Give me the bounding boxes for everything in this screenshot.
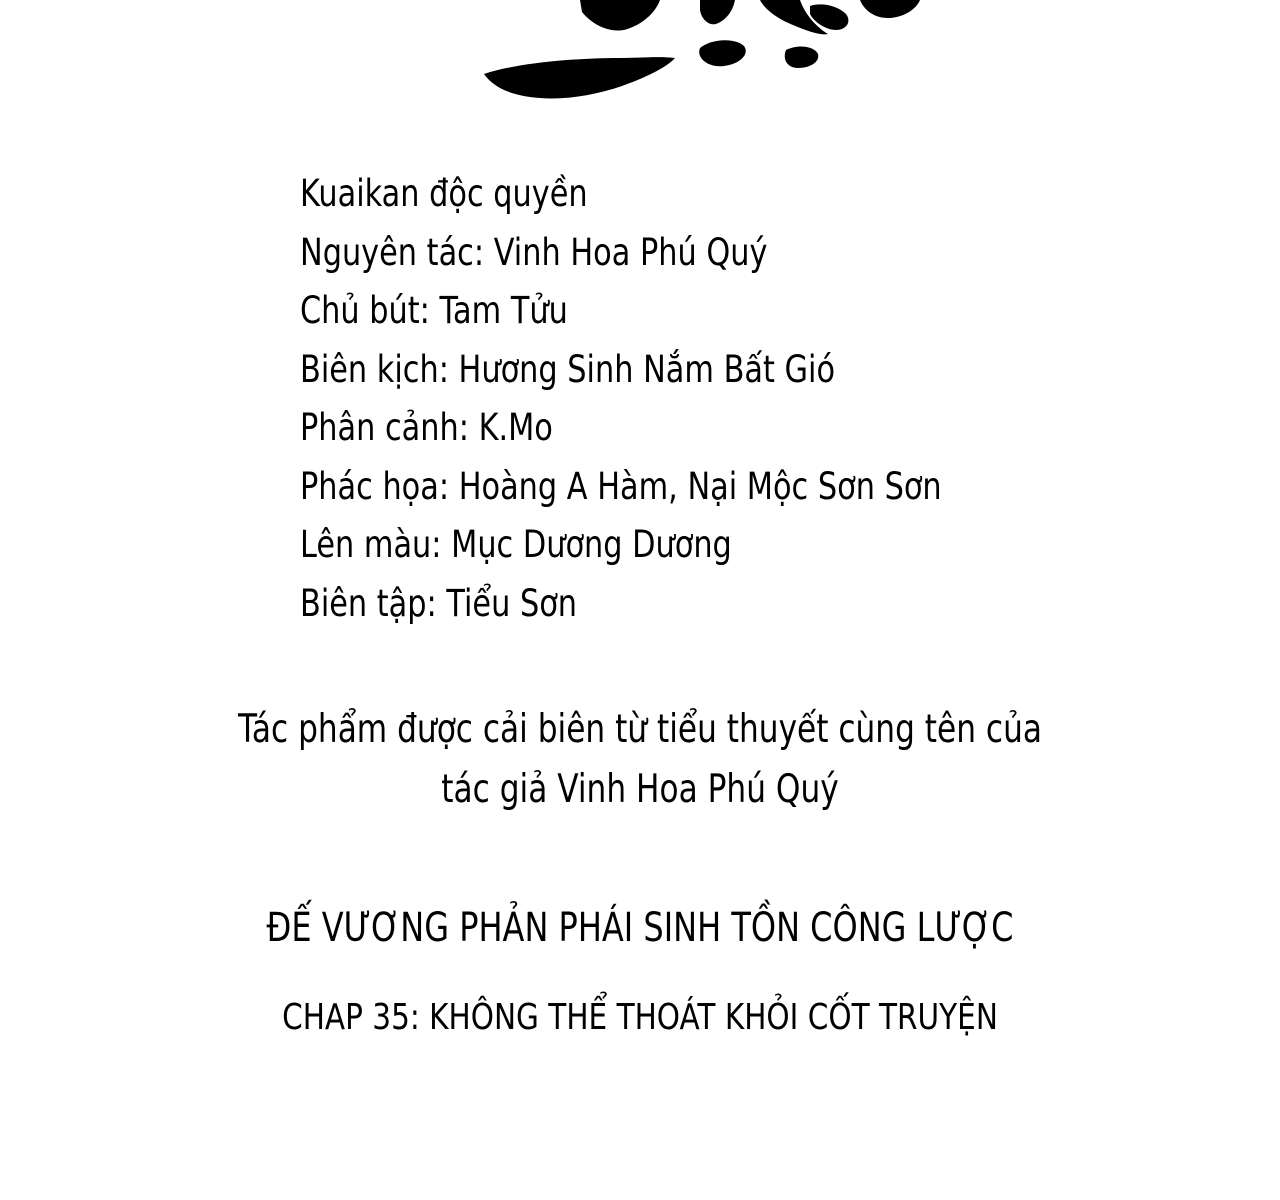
chapter-title: CHAP 35: KHÔNG THỂ THOÁT KHỎI CỐT TRUYỆN <box>282 997 998 1038</box>
series-title: ĐẾ VƯƠNG PHẢN PHÁI SINH TỒN CÔNG LƯỢC <box>266 905 1014 951</box>
adaptation-line-1: Tác phẩm được cải biên từ tiểu thuyết cùng tên của <box>238 707 1042 752</box>
credit-coloring: Lên màu: Mục Dương Dương <box>300 523 732 566</box>
credit-sketch: Phác họa: Hoàng A Hàm, Nại Mộc Sơn Sơn <box>300 464 942 508</box>
credit-editor: Biên tập: Tiểu Sơn <box>300 581 578 625</box>
credit-storyboard: Phân cảnh: K.Mo <box>300 406 553 449</box>
ink-brush-artwork <box>0 0 1280 120</box>
adaptation-note <box>0 700 1280 820</box>
credit-original-author: Nguyên tác: Vinh Hoa Phú Quý <box>300 230 768 274</box>
credit-exclusive: Kuaikan độc quyền <box>300 172 588 215</box>
credits-list <box>300 165 1082 633</box>
credit-screenwriter: Biên kịch: Hương Sinh Nắm Bất Gió <box>300 347 836 391</box>
adaptation-line-2: tác giả Vinh Hoa Phú Quý <box>441 767 839 812</box>
credit-lead-artist: Chủ bút: Tam Tửu <box>300 289 568 332</box>
